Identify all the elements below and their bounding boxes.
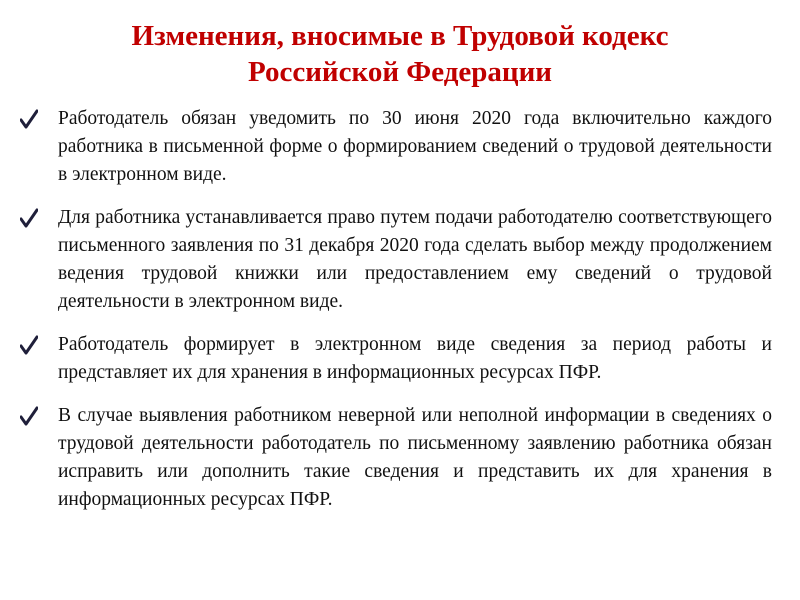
bullet-item [20,105,772,189]
bullet-item [20,331,772,387]
title-line-2: Российской Федерации [247,56,552,88]
bullet-text: В случае выявления работником неверной или неполной информации в сведениях о трудовой деятельности работодатель по письменному заявлению работника обязан исправить или дополнить такие сведения и представить их для хранения в информационных ресурсах ПФР. [58,405,772,510]
bullet-text: Для работника устанавливается право путем подачи работодателю соответствующего письменного заявления по 31 декабря 2020 года сделать выбор между продолжением ведения трудовой книжки или предоставлением ему сведений о трудовой деятельности в электронном виде. [58,207,772,312]
checkmark-icon [20,109,38,129]
bullet-text: Работодатель формирует в электронном виде сведения за период работы и представляет их для хранения в информационных ресурсах ПФР. [58,334,772,383]
checkmark-icon [20,335,38,355]
checkmark-icon [20,208,38,228]
bullet-list [20,105,772,529]
bullet-item [20,204,772,316]
bullet-text: Работодатель обязан уведомить по 30 июня 2020 года включительно каждого работника в письменной форме о формированием сведений о трудовой деятельности в электронном виде. [58,108,772,185]
checkmark-icon [20,406,38,426]
title-line-1: Изменения, вносимые в Трудовой кодекс [131,20,669,52]
bullet-item [20,402,772,514]
slide-title [40,18,760,90]
